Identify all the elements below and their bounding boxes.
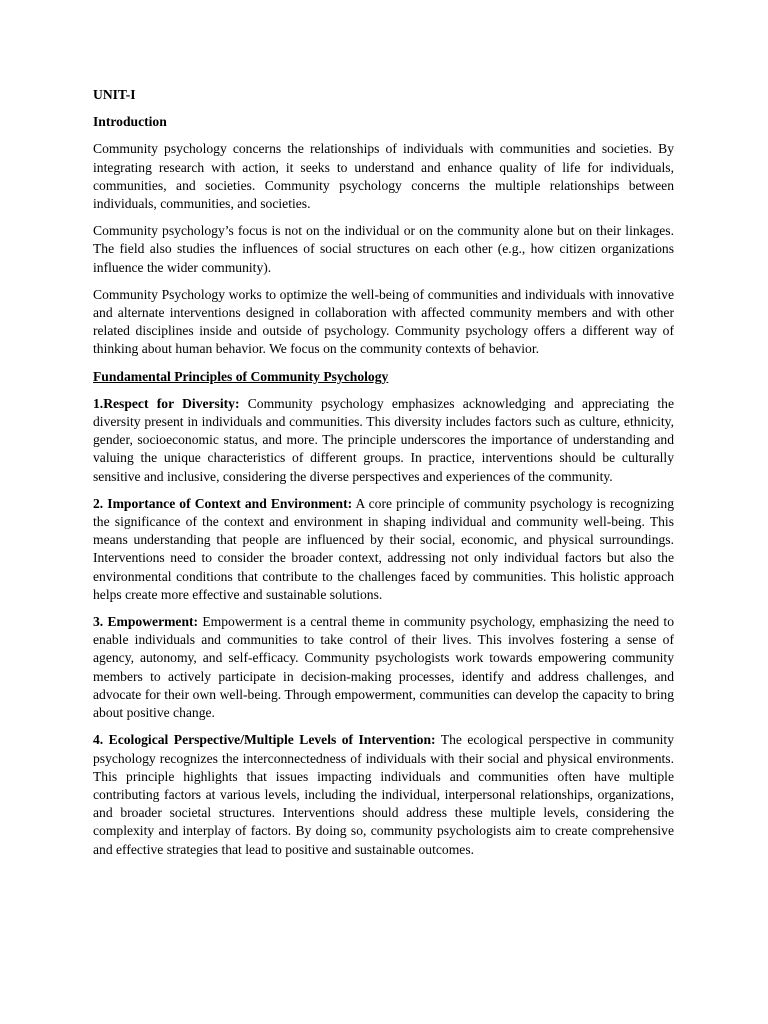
principle-ecological-perspective bbox=[93, 731, 674, 858]
document-page bbox=[93, 86, 674, 868]
principle-title: 2. Importance of Context and Environment: bbox=[93, 495, 353, 511]
principle-title: 4. Ecological Perspective/Multiple Levels of Intervention: bbox=[93, 732, 436, 748]
unit-heading: UNIT-I bbox=[93, 87, 136, 102]
principle-text: The ecological perspective in community psychology recognizes the interconnectedness of individuals with their social and physical environments. This principle highlights that issues impacting individuals and communities often have multiple contributing factors at various levels, including the individual, interpersonal relationships, organizations, and broader societal structures. Interventions should address these multiple levels, considering the complexity and interplay of factors. By doing so, community psychologists aim to create comprehensive and effective strategies that lead to positive and sustainable outcomes. bbox=[93, 732, 674, 857]
principle-text: A core principle of community psychology is recognizing the significance of the context and environment in shaping individual and community well-being. This means understanding that people are influenced by their social, economic, and physical surroundings. Interventions need to consider the broader context, addressing not only individual factors but also the environmental conditions that contribute to the challenges faced by communities. This holistic approach helps create more effective and sustainable solutions. bbox=[93, 495, 674, 602]
intro-paragraph-2: Community psychology’s focus is not on the individual or on the community alone but on their linkages. The field also studies the influences of social structures on each other (e.g., how citizen organizations influence the wider community). bbox=[93, 223, 674, 275]
principle-title: 3. Empowerment: bbox=[93, 614, 199, 630]
principle-text: Community psychology emphasizes acknowledging and appreciating the diversity present in individuals and communities. This diversity includes factors such as culture, ethnicity, gender, socioeconomic status, and more. The principle underscores the importance of understanding and valuing the unique characteristics of different groups. In practice, interventions should be culturally sensitive and inclusive, considering the diverse perspectives and experiences of the community. bbox=[93, 395, 674, 484]
principle-title: 1.Respect for Diversity: bbox=[93, 395, 240, 411]
principle-respect-for-diversity bbox=[93, 395, 674, 486]
principle-empowerment bbox=[93, 613, 674, 722]
intro-paragraph-3: Community Psychology works to optimize the well-being of communities and individuals with innovative and alternate interventions designed in collaboration with affected community members and with other related disciplines inside and outside of psychology. Community psychology offers a different way of thinking about human behavior. We focus on the community contexts of behavior. bbox=[93, 286, 674, 357]
intro-paragraph-1: Community psychology concerns the relationships of individuals with communities and societies. By integrating research with action, it seeks to understand and enhance quality of life for individuals, communities, and societies. Community psychology concerns the multiple relationships between individuals, communities, and societies. bbox=[93, 141, 674, 212]
principle-text: Empowerment is a central theme in community psychology, emphasizing the need to enable individuals and communities to take control of their lives. This involves fostering a sense of agency, autonomy, and self-efficacy. Community psychologists work towards empowering community members to actively participate in decision-making processes, identify and address challenges, and advocate for their own well-being. Through empowerment, communities can develop the capacity to bring about positive change. bbox=[93, 614, 674, 721]
principles-heading: Fundamental Principles of Community Psychology bbox=[93, 368, 389, 384]
introduction-heading: Introduction bbox=[93, 114, 167, 130]
principle-context-and-environment bbox=[93, 495, 674, 604]
